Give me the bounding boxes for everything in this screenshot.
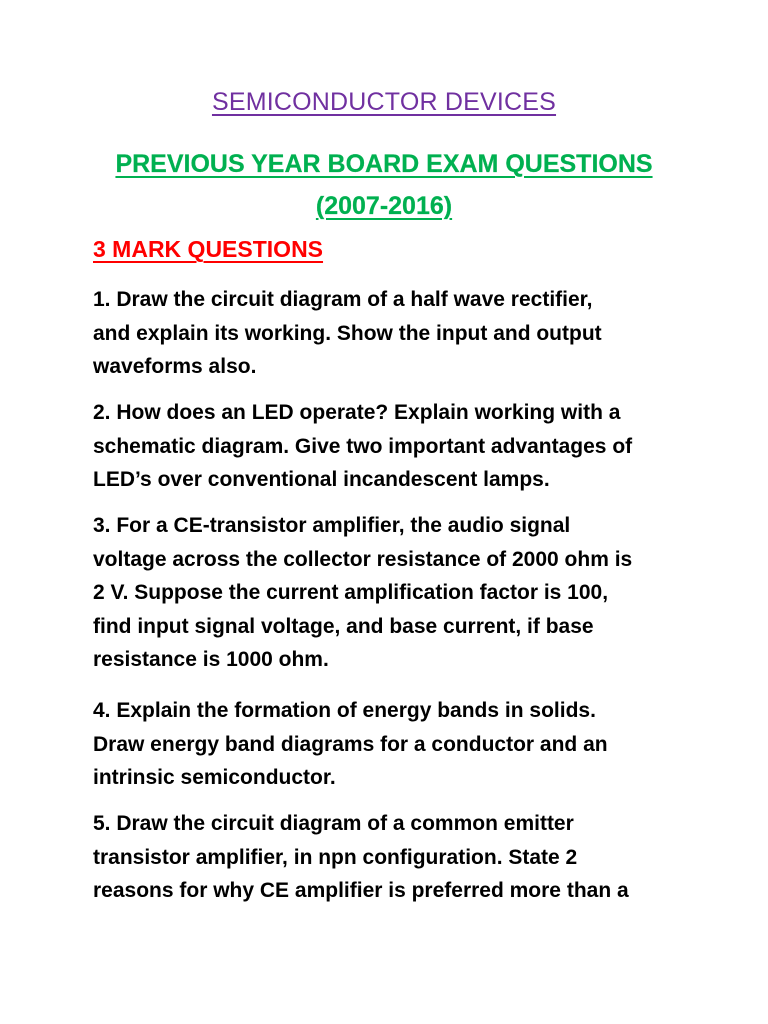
document-title: SEMICONDUCTOR DEVICES	[211, 88, 557, 116]
question-3: 3. For a CE-transistor amplifier, the audio signal voltage across the collector resistance of 2000 ohm is 2 V. Suppose the current amplification factor is 100, find input signal voltage, and base current, if base resistance is 1000 ohm.	[93, 514, 633, 671]
document-subtitle: PREVIOUS YEAR BOARD EXAM QUESTIONS (2007-2016)	[115, 150, 653, 220]
question-1: 1. Draw the circuit diagram of a half wave rectifier, and explain its working. Show the input and output waveforms also.	[93, 288, 602, 378]
question-4: 4. Explain the formation of energy bands in solids. Draw energy band diagrams for a conductor and an intrinsic semiconductor.	[93, 699, 608, 789]
section-heading: 3 MARK QUESTIONS	[93, 236, 324, 262]
question-5: 5. Draw the circuit diagram of a common emitter transistor amplifier, in npn configuration. State 2 reasons for why CE amplifier is preferred more than a	[93, 812, 629, 902]
question-2: 2. How does an LED operate? Explain working with a schematic diagram. Give two important advantages of LED’s over conventional incandescent lamps.	[93, 401, 633, 491]
